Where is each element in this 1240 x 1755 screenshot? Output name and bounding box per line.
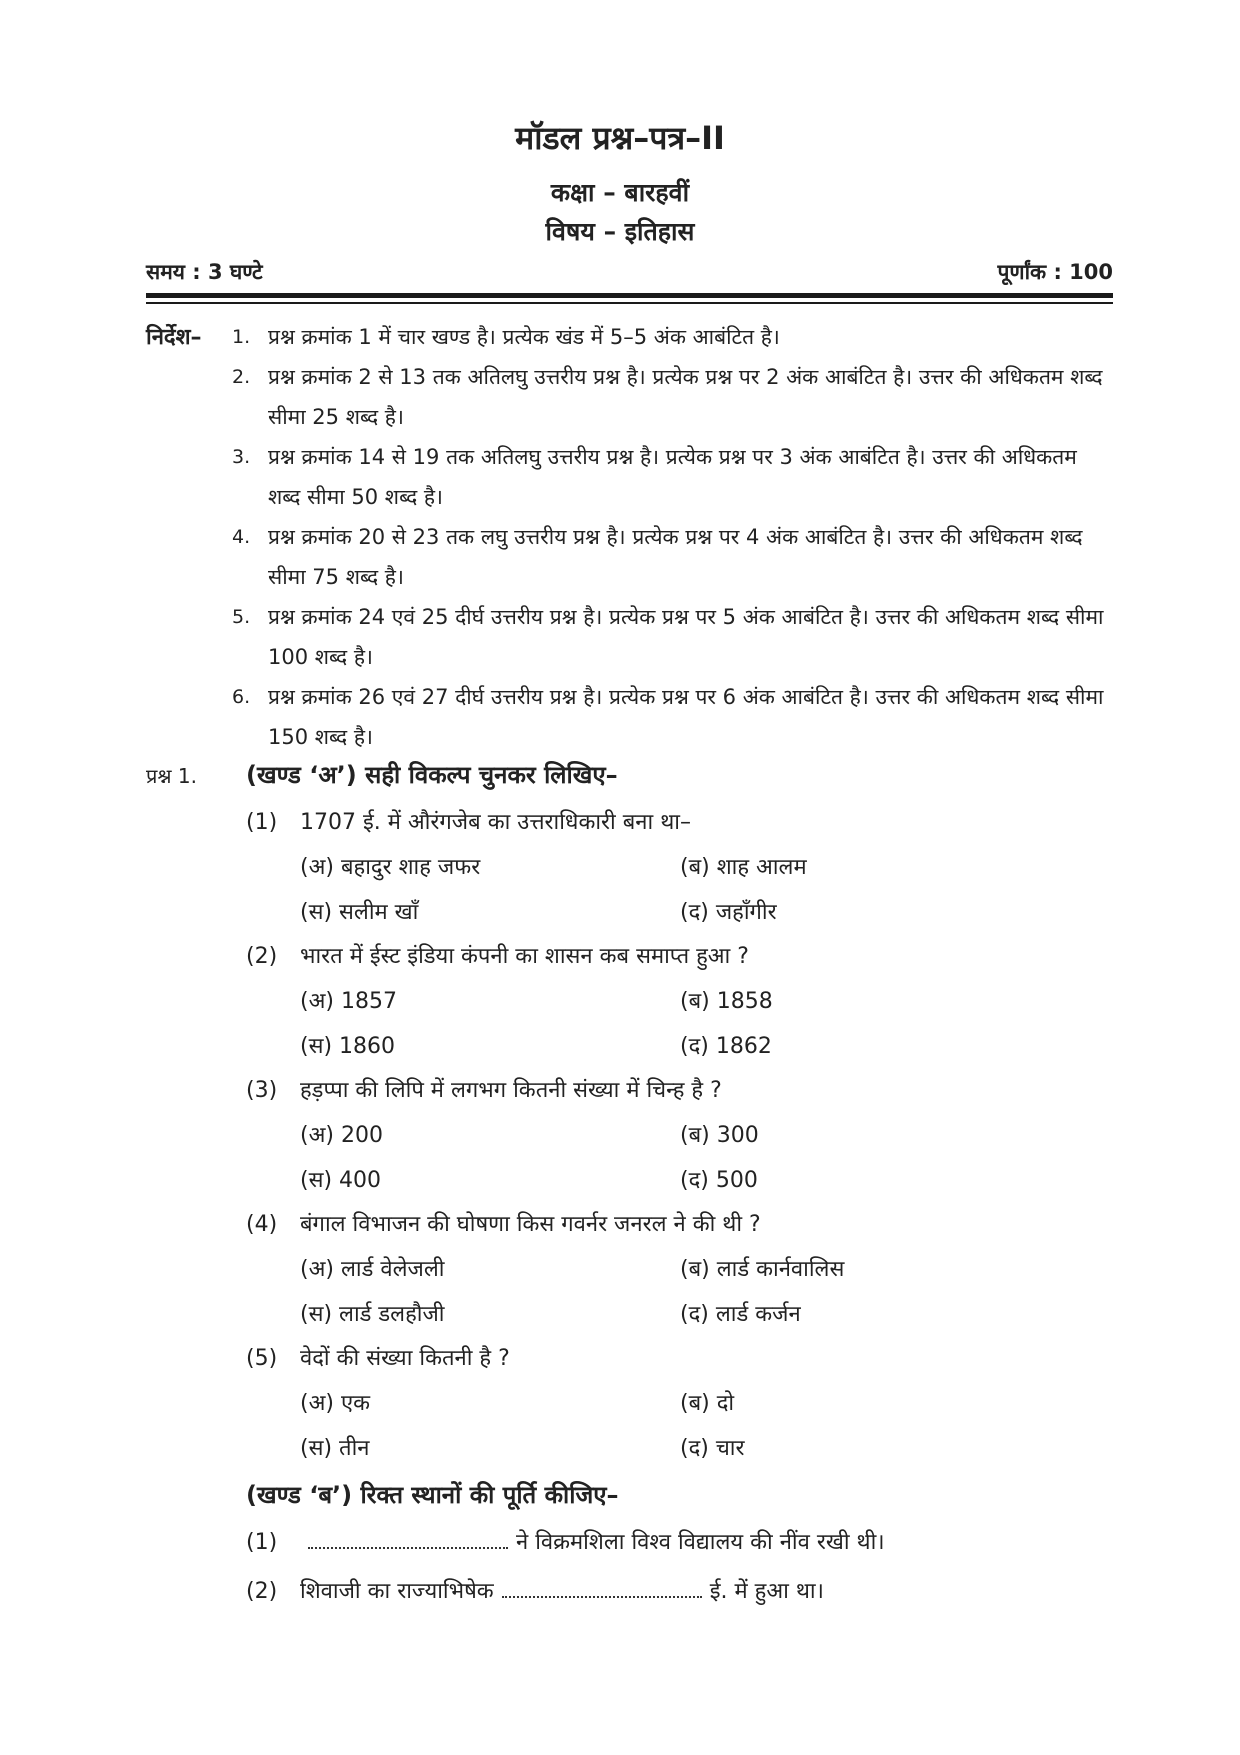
mcq-option: (ब) 300 [680,1123,759,1148]
mcq-option: (द) चार [680,1436,745,1461]
mcq-question [246,1342,510,1372]
instruction-number: 2. [232,366,251,388]
instruction-number: 5. [232,606,251,628]
mcq-option: (स) लार्ड डलहौजी [300,1302,445,1327]
mcq-question [246,940,749,970]
mcq-option: (द) जहाँगीर [680,900,777,925]
item-text-before: शिवाजी का राज्याभिषेक [300,1579,494,1604]
item-text-after: ई. में हुआ था। [709,1579,824,1604]
header-divider-thick [146,293,1113,298]
mcq-question [246,1208,761,1238]
subject-line: विषय – इतिहास [545,217,695,246]
instruction-number: 1. [232,326,251,348]
mcq-option: (स) 1860 [300,1034,396,1059]
header-divider-thin [146,302,1113,304]
question-number: (4) [246,1212,278,1237]
class-line: कक्षा – बारहवीं [550,178,690,207]
mcq-question [246,806,691,836]
fill-blank-item [246,1575,824,1605]
question-number: (5) [246,1346,278,1371]
instruction-number: 3. [232,446,251,468]
mcq-option: (द) लार्ड कर्जन [680,1302,801,1327]
instruction-item [232,677,1112,757]
blank-space [308,1537,508,1549]
mcq-option: (ब) 1858 [680,989,773,1014]
mcq-option: (अ) बहादुर शाह जफर [300,855,481,880]
instructions-heading: निर्देश– [146,325,202,350]
question-text: भारत में ईस्ट इंडिया कंपनी का शासन कब समाप्त हुआ ? [300,944,749,969]
question-text: वेदों की संख्या कितनी है ? [300,1346,510,1371]
instruction-text: प्रश्न क्रमांक 14 से 19 तक अतिलघु उत्तरीय प्रश्न है। प्रत्येक प्रश्न पर 3 अंक आबंटित है। उत्तर की अधिकतम शब्द सीमा 50 शब्द है। [268,445,1077,509]
item-number: (2) [246,1579,278,1604]
mcq-option: (अ) लार्ड वेलेजली [300,1257,445,1282]
instruction-item [232,317,1112,357]
instruction-text: प्रश्न क्रमांक 1 में चार खण्ड है। प्रत्येक खंड में 5–5 अंक आबंटित है। [268,325,780,349]
instruction-number: 4. [232,526,251,548]
instruction-text: प्रश्न क्रमांक 26 एवं 27 दीर्घ उत्तरीय प्रश्न है। प्रत्येक प्रश्न पर 6 अंक आबंटित है। उत्तर की अधिकतम शब्द सीमा 150 शब्द है। [268,685,1104,749]
mcq-option: (स) 400 [300,1168,382,1193]
instruction-text: प्रश्न क्रमांक 20 से 23 तक लघु उत्तरीय प्रश्न है। प्रत्येक प्रश्न पर 4 अंक आबंटित है। उत्तर की अधिकतम शब्द सीमा 75 शब्द है। [268,525,1083,589]
mcq-option: (द) 1862 [680,1034,772,1059]
section-a-heading: (खण्ड ‘अ’) सही विकल्प चुनकर लिखिए– [246,761,618,789]
question-text: बंगाल विभाजन की घोषणा किस गवर्नर जनरल ने की थी ? [300,1212,761,1237]
question-text: 1707 ई. में औरंगजेब का उत्तराधिकारी बना था– [300,810,691,835]
instruction-item [232,517,1112,597]
mcq-question [246,1074,722,1104]
question-number: (2) [246,944,278,969]
instruction-text: प्रश्न क्रमांक 2 से 13 तक अतिलघु उत्तरीय प्रश्न है। प्रत्येक प्रश्न पर 2 अंक आबंटित है। उत्तर की अधिकतम शब्द सीमा 25 शब्द है। [268,365,1103,429]
paper-title: मॉडल प्रश्न–पत्र–II [515,119,725,157]
instruction-item [232,597,1112,677]
question-text: हड़प्पा की लिपि में लगभग कितनी संख्या में चिन्ह है ? [300,1078,722,1103]
time-allowed: समय : 3 घण्टे [146,260,263,284]
instruction-text: प्रश्न क्रमांक 24 एवं 25 दीर्घ उत्तरीय प्रश्न है। प्रत्येक प्रश्न पर 5 अंक आबंटित है। उत्तर की अधिकतम शब्द सीमा 100 शब्द है। [268,605,1104,669]
instruction-item [232,357,1112,437]
instruction-item [232,437,1112,517]
item-text-after: ने विक्रमशिला विश्व विद्यालय की नींव रखी थी। [516,1530,885,1555]
question-label: प्रश्न 1. [146,764,197,788]
mcq-option: (ब) दो [680,1391,735,1416]
mcq-option: (स) सलीम खाँ [300,900,419,925]
max-marks: पूर्णांक : 100 [997,260,1113,284]
blank-space [502,1586,702,1598]
section-b-heading: (खण्ड ‘ब’) रिक्त स्थानों की पूर्ति कीजिए– [246,1481,619,1509]
mcq-option: (ब) शाह आलम [680,855,807,880]
mcq-option: (अ) एक [300,1391,371,1416]
item-number: (1) [246,1530,278,1555]
mcq-option: (अ) 200 [300,1123,383,1148]
question-number: (3) [246,1078,278,1103]
mcq-option: (अ) 1857 [300,989,397,1014]
fill-blank-item [246,1526,885,1556]
instruction-number: 6. [232,686,251,708]
mcq-option: (द) 500 [680,1168,758,1193]
question-number: (1) [246,810,278,835]
mcq-option: (ब) लार्ड कार्नवालिस [680,1257,845,1282]
mcq-option: (स) तीन [300,1436,370,1461]
